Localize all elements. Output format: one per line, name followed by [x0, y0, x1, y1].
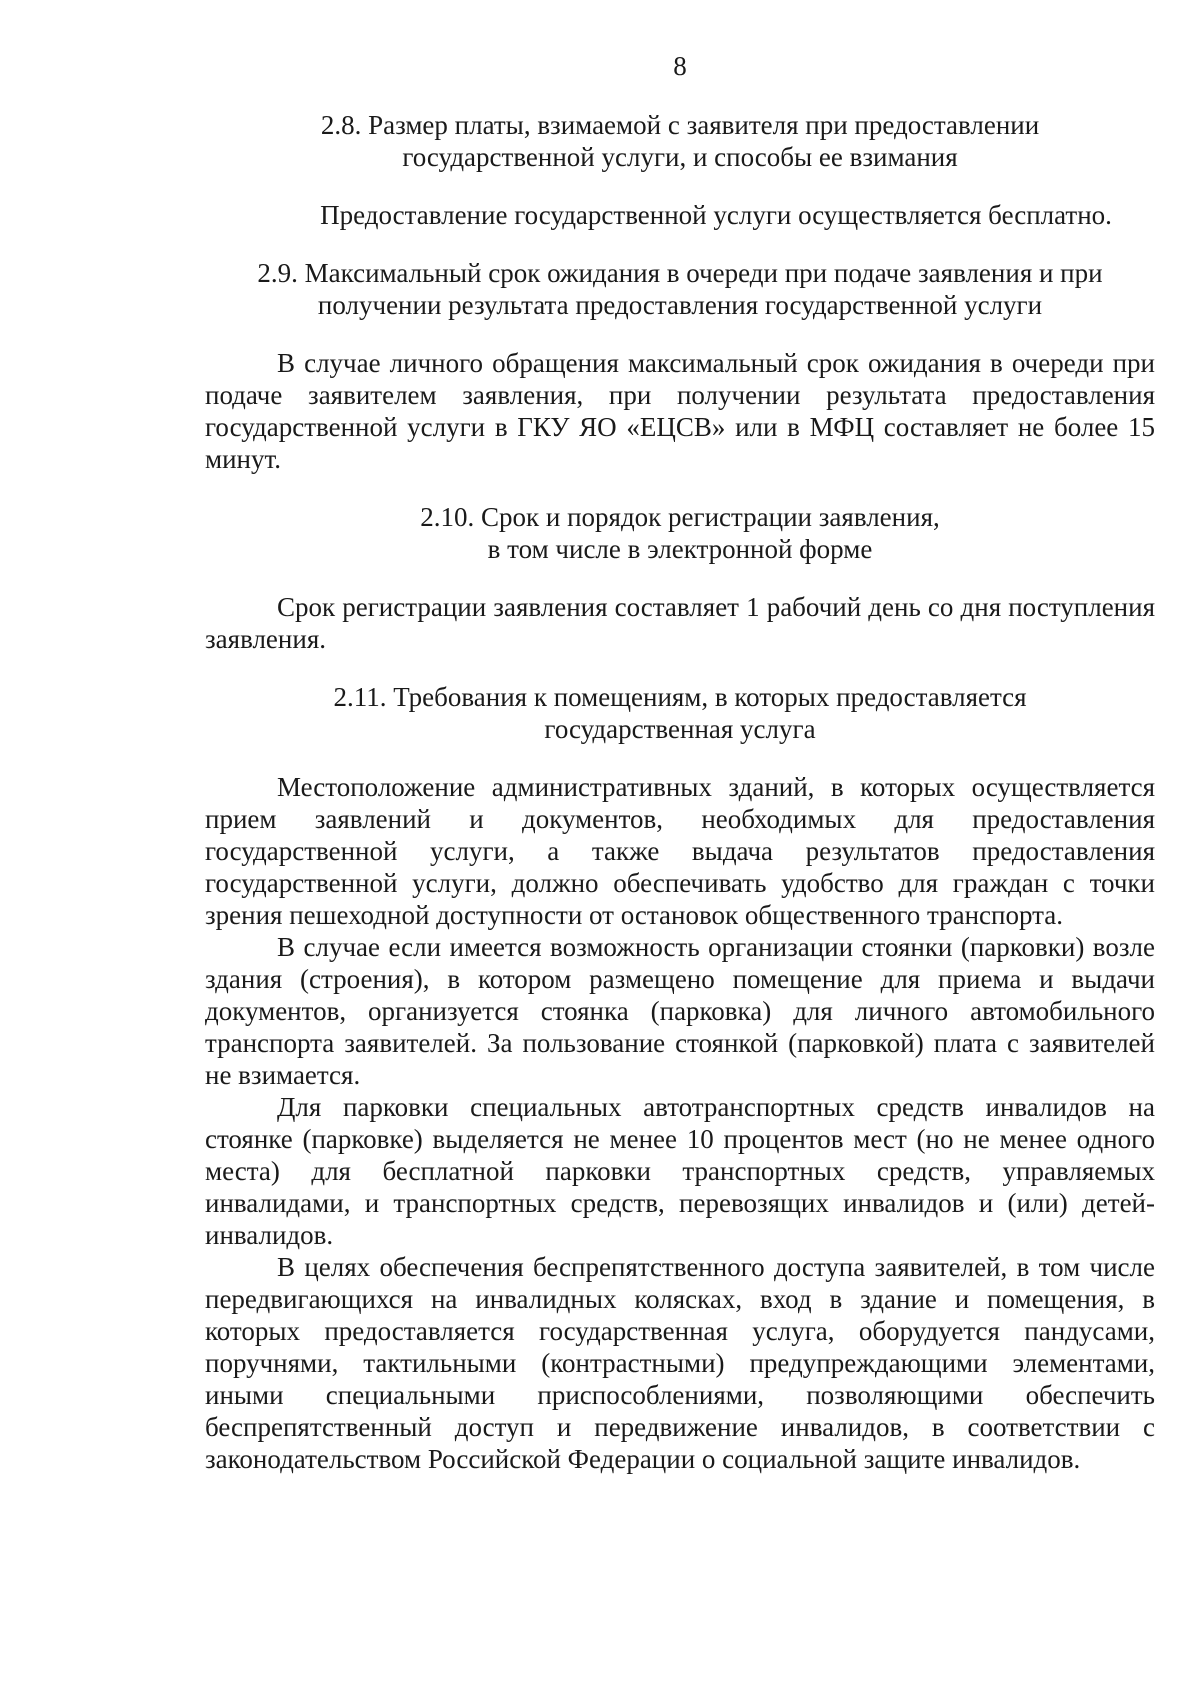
section-heading-2-11	[205, 681, 1155, 745]
section-heading-2-9	[205, 257, 1155, 321]
heading-line: в том числе в электронной форме	[487, 534, 873, 564]
heading-line: государственная услуга	[544, 714, 816, 744]
paragraph: Местоположение административных зданий, в которых осуществляется прием заявлений и документов, необходимых для предоставления государственной услуги, а также выдача результатов предоставления государственной услуги, должно обеспечивать удобство для граждан с точки зрения пешеходной доступности от остановок общественного транспорта.	[205, 772, 1155, 930]
paragraph: Срок регистрации заявления составляет 1 рабочий день со дня поступления заявления.	[205, 592, 1155, 654]
paragraph: В случае личного обращения максимальный срок ожидания в очереди при подаче заявителем заявления, при получении результата предоставления государственной услуги в ГКУ ЯО «ЕЦСВ» или в МФЦ составляет не более 15 минут.	[205, 348, 1155, 474]
heading-line: получении результата предоставления государственной услуги	[317, 290, 1043, 320]
paragraph: Для парковки специальных автотранспортных средств инвалидов на стоянке (парковке) выделяется не менее 10 процентов мест (но не менее одного места) для бесплатной парковки транспортных средств, управляемых инвалидами, и транспортных средств, перевозящих инвалидов и (или) детей-инвалидов.	[205, 1092, 1155, 1250]
section-heading-2-10	[205, 501, 1155, 565]
paragraph: В целях обеспечения беспрепятственного доступа заявителей, в том числе передвигающихся на инвалидных колясках, вход в здание и помещения, в которых предоставляется государственная услуга, оборудуется пандусами, поручнями, тактильными (контрастными) предупреждающими элементами, иными специальными приспособлениями, позволяющими обеспечить беспрепятственный доступ и передвижение инвалидов, в соответствии с законодательством Российской Федерации о социальной защите инвалидов.	[205, 1252, 1155, 1474]
heading-line: 2.9. Максимальный срок ожидания в очереди при подаче заявления и при	[257, 258, 1103, 288]
section-heading-2-8	[205, 109, 1155, 173]
paragraph: Предоставление государственной услуги осуществляется бесплатно.	[320, 200, 1112, 230]
page-number: 8	[673, 51, 687, 81]
heading-line: 2.8. Размер платы, взимаемой с заявителя при предоставлении	[320, 110, 1040, 140]
heading-line: государственной услуги, и способы ее взимания	[402, 142, 958, 172]
heading-line: 2.11. Требования к помещениям, в которых предоставляется	[333, 682, 1027, 712]
heading-line: 2.10. Срок и порядок регистрации заявления,	[420, 502, 940, 532]
document-body	[205, 109, 1155, 1475]
paragraph: В случае если имеется возможность организации стоянки (парковки) возле здания (строения), в котором размещено помещение для приема и выдачи документов, организуется стоянка (парковка) для личного автомобильного транспорта заявителей. За пользование стоянкой (парковкой) плата с заявителей не взимается.	[205, 932, 1155, 1090]
